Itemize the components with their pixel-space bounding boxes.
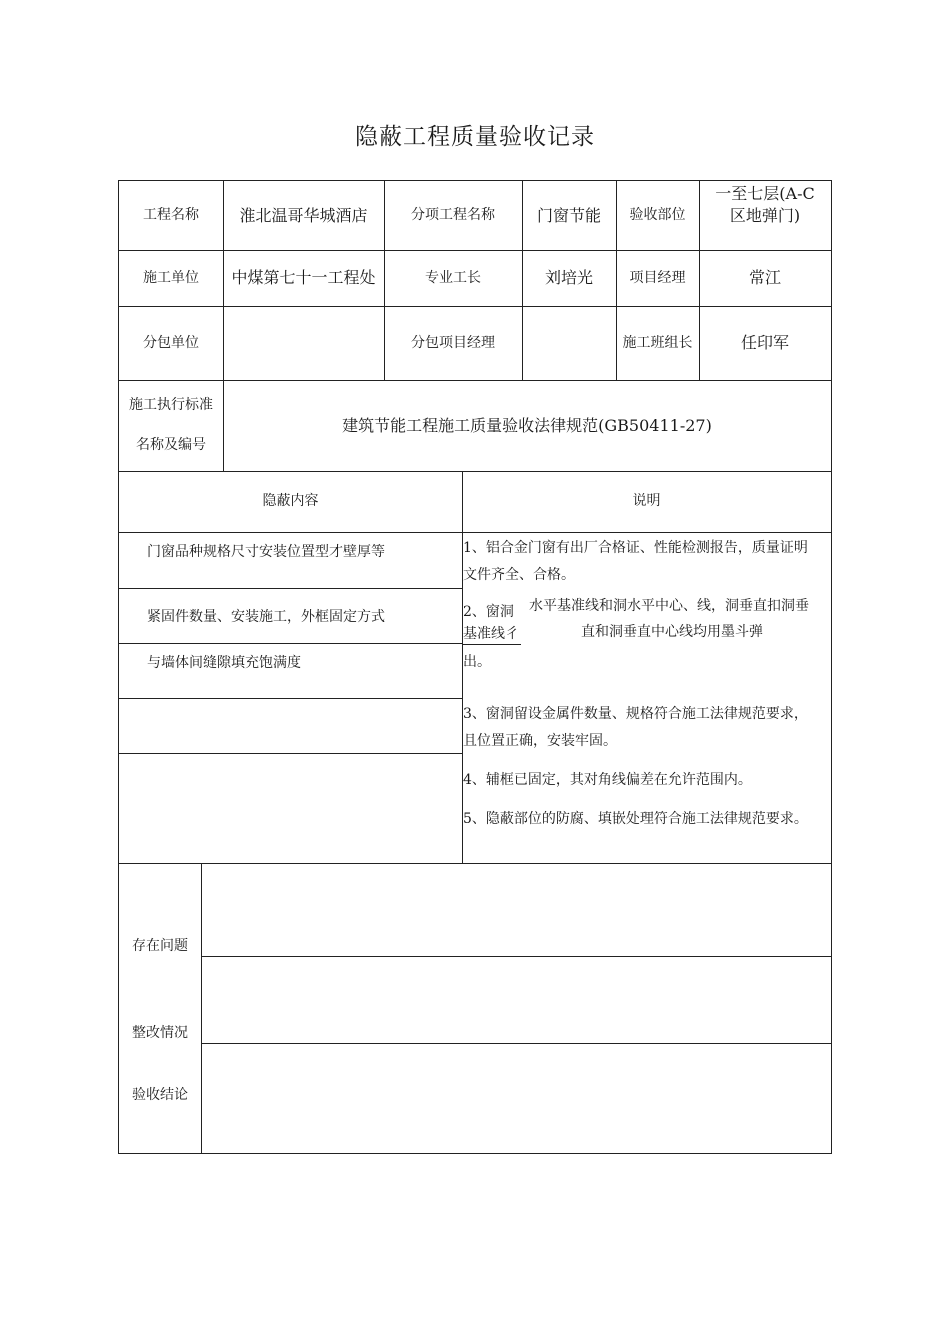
team-leader-value: 任印军 bbox=[740, 333, 789, 353]
note-2-c: 基准线彳 bbox=[463, 625, 521, 645]
manager-label: 项目经理 bbox=[629, 269, 686, 286]
foreman-value: 刘培光 bbox=[544, 268, 593, 288]
contractor-value: 中煤第七十一工程处 bbox=[231, 268, 376, 288]
page-title: 隐蔽工程质量验收记录 bbox=[355, 124, 595, 150]
content-item: 紧固件数量、安装施工，外框固定方式 bbox=[147, 608, 385, 625]
subproject-value: 门窗节能 bbox=[536, 205, 601, 225]
location-value bbox=[699, 181, 831, 250]
note-2-b: 水平基准线和洞水平中心、线，洞垂直扣洞垂 bbox=[529, 598, 809, 614]
note-2-e: 出。 bbox=[463, 654, 491, 670]
project-name-label: 工程名称 bbox=[143, 207, 199, 224]
issues-label: 存在问题 bbox=[132, 938, 188, 955]
hidden-content-header: 隐蔽内容 bbox=[262, 493, 319, 510]
subcontractor-value bbox=[223, 306, 384, 380]
content-item: 门窗品种规格尺寸安装位置型才壁厚等 bbox=[147, 543, 385, 560]
content-item bbox=[147, 753, 457, 863]
sub-manager-label: 分包项目经理 bbox=[411, 334, 495, 351]
foreman-label: 专业工长 bbox=[425, 269, 481, 286]
team-leader-label: 施工班组长 bbox=[622, 334, 693, 351]
project-name-value: 淮北温哥华城酒店 bbox=[239, 205, 368, 225]
conclusion-label: 验收结论 bbox=[132, 1086, 188, 1103]
note-1-line2: 文件齐全、合格。 bbox=[463, 567, 575, 583]
content-item: 与墙体间缝隙填充饱满度 bbox=[147, 654, 301, 671]
manager-value: 常江 bbox=[748, 268, 781, 288]
conclusion-value bbox=[201, 1043, 831, 1153]
note-5: 5、隐蔽部位的防腐、填嵌处理符合施工法律规范要求。 bbox=[463, 811, 808, 827]
inspection-form bbox=[118, 180, 832, 1154]
location-line2: 区地弹门) bbox=[729, 205, 801, 225]
location-line1: 一至七层(A-C bbox=[715, 184, 815, 203]
contractor-label: 施工单位 bbox=[143, 269, 199, 286]
note-4: 4、辅框已固定，其对角线偏差在允许范围内。 bbox=[463, 772, 752, 788]
issues-value bbox=[201, 863, 831, 956]
standard-label bbox=[119, 380, 223, 471]
subproject-label: 分项工程名称 bbox=[411, 207, 495, 224]
standard-label-line2: 名称及编号 bbox=[136, 436, 206, 453]
location-label: 验收部位 bbox=[629, 207, 686, 224]
note-2-a: 2、窗洞 bbox=[463, 604, 514, 620]
sub-manager-value bbox=[522, 306, 616, 380]
content-item bbox=[147, 698, 457, 753]
rectification-value bbox=[201, 956, 831, 1043]
note-1-line1: 1、铝合金门窗有出厂合格证、性能检测报告，质量证明 bbox=[463, 540, 808, 556]
standard-label-line1: 施工执行标准 bbox=[129, 397, 213, 414]
note-2-d: 直和洞垂直中心线均用墨斗弹 bbox=[581, 624, 763, 640]
row-divider bbox=[119, 588, 462, 589]
rectification-label: 整改情况 bbox=[132, 1025, 188, 1042]
note-3-line1: 3、窗洞留设金属件数量、规格符合施工法律规范要求， bbox=[463, 706, 808, 722]
note-3-line2: 且位置正确，安装牢固。 bbox=[463, 733, 617, 749]
description-header: 说明 bbox=[632, 493, 661, 510]
standard-value: 建筑节能工程施工质量验收法律规范(GB50411-27) bbox=[342, 415, 712, 435]
subcontractor-label: 分包单位 bbox=[143, 334, 199, 351]
